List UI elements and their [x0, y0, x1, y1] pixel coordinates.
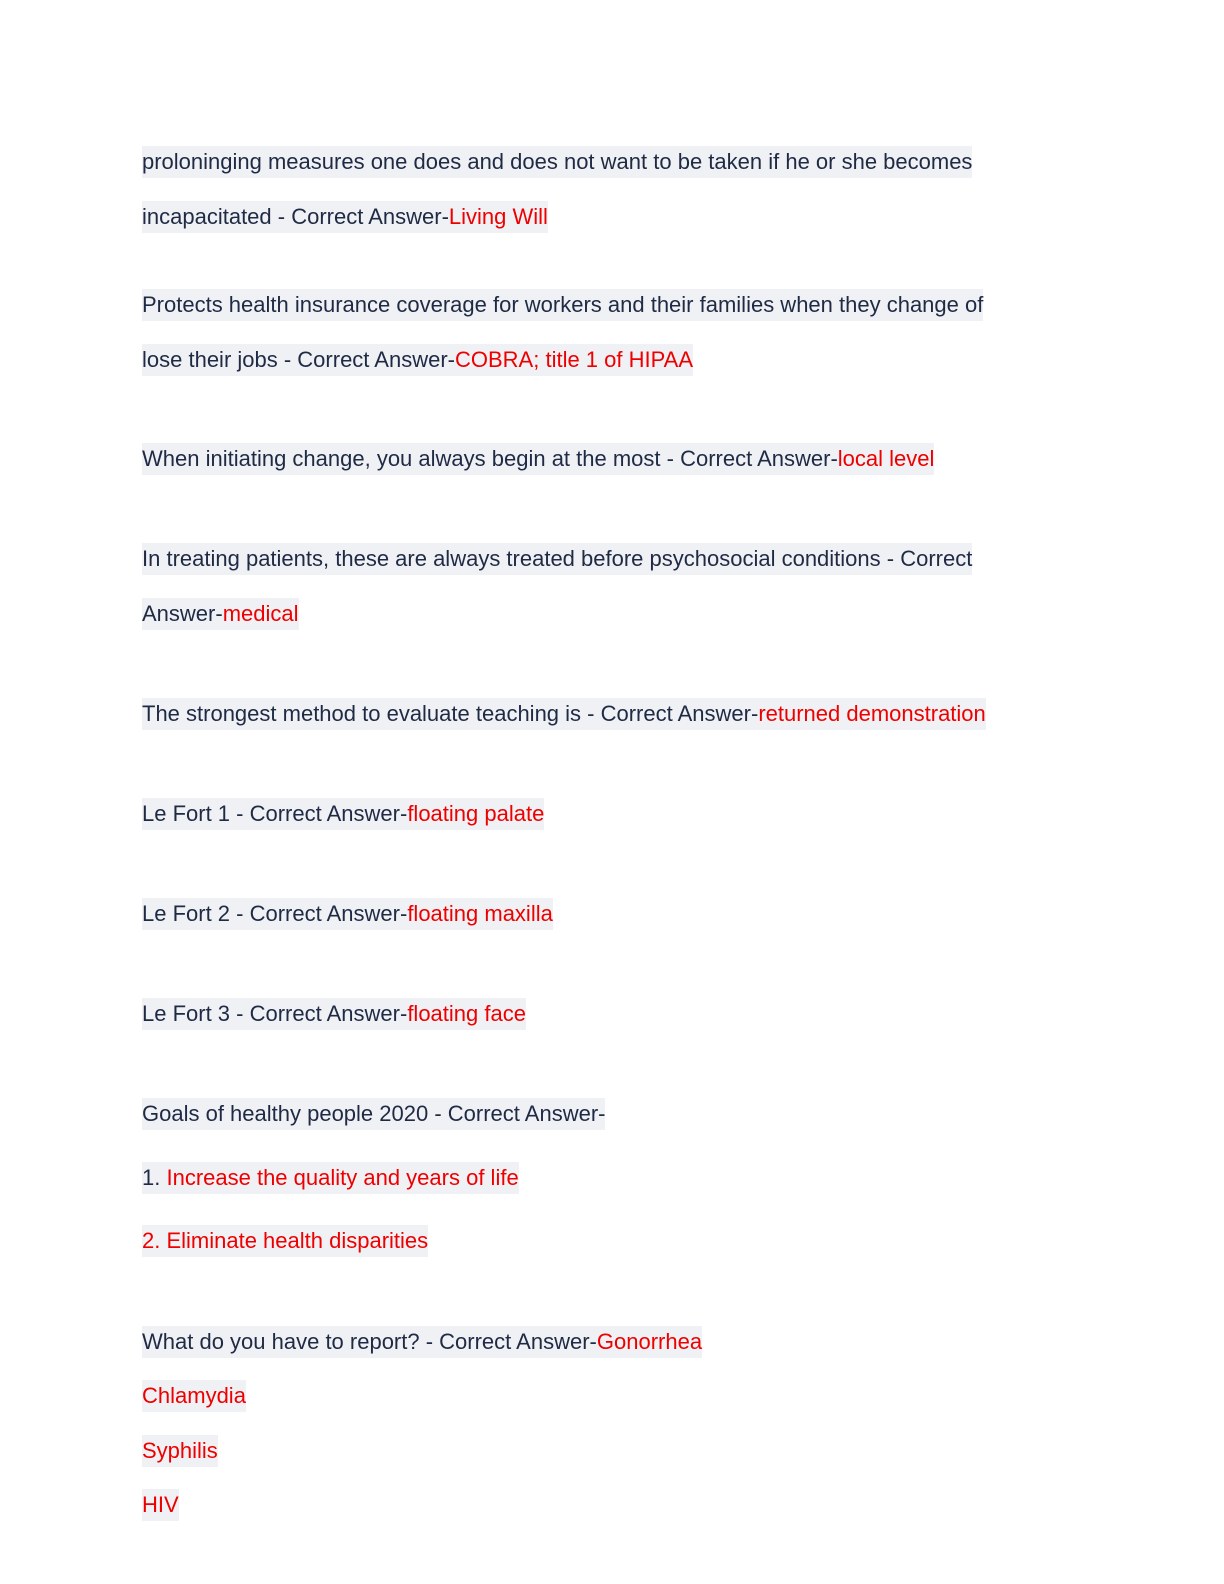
question-text: incapacitated - Correct Answer-	[142, 201, 449, 233]
answer-text: COBRA; title 1 of HIPAA	[455, 344, 693, 376]
question-text: Goals of healthy people 2020 - Correct Answer-	[142, 1098, 605, 1130]
answer-list-item-1	[142, 1163, 519, 1193]
question-text: The strongest method to evaluate teaching is - Correct Answer-	[142, 698, 758, 730]
question-8-line	[142, 999, 526, 1029]
question-10-line	[142, 1327, 702, 1357]
answer-text: Living Will	[449, 201, 548, 233]
answer-continuation-2	[142, 1436, 218, 1466]
question-4-line-2	[142, 599, 299, 629]
question-text: Protects health insurance coverage for workers and their families when they change of	[142, 289, 983, 321]
question-text: lose their jobs - Correct Answer-	[142, 344, 455, 376]
answer-text: local level	[838, 443, 935, 475]
question-4-line-1	[142, 544, 972, 574]
question-text: Le Fort 3 - Correct Answer-	[142, 998, 407, 1030]
question-text: When initiating change, you always begin at the most - Correct Answer-	[142, 443, 838, 475]
answer-text: medical	[223, 598, 299, 630]
answer-text: Gonorrhea	[597, 1326, 702, 1358]
question-2-line-1	[142, 290, 983, 320]
answer-text: HIV	[142, 1489, 179, 1521]
question-text: Answer-	[142, 598, 223, 630]
question-6-line	[142, 799, 544, 829]
question-text: Le Fort 2 - Correct Answer-	[142, 898, 407, 930]
answer-text: floating maxilla	[407, 898, 553, 930]
answer-text: floating palate	[407, 798, 544, 830]
question-3-line	[142, 444, 934, 474]
answer-continuation-1	[142, 1381, 246, 1411]
question-text: proloninging measures one does and does not want to be taken if he or she becomes	[142, 146, 972, 178]
question-text: In treating patients, these are always treated before psychosocial conditions - Correct	[142, 543, 972, 575]
answer-text: returned demonstration	[758, 698, 985, 730]
answer-text: 2. Eliminate health disparities	[142, 1225, 428, 1257]
question-1-line-1	[142, 147, 972, 177]
answer-text: floating face	[407, 998, 526, 1030]
question-text: Le Fort 1 - Correct Answer-	[142, 798, 407, 830]
question-9-line	[142, 1099, 605, 1129]
list-number: 1.	[142, 1162, 166, 1194]
answer-text: Syphilis	[142, 1435, 218, 1467]
question-text: What do you have to report? - Correct Answer-	[142, 1326, 597, 1358]
question-2-line-2	[142, 345, 693, 375]
question-5-line	[142, 699, 986, 729]
answer-continuation-3	[142, 1490, 179, 1520]
answer-list-item-2	[142, 1226, 428, 1256]
question-1-line-2	[142, 202, 548, 232]
answer-text: Increase the quality and years of life	[166, 1162, 518, 1194]
answer-text: Chlamydia	[142, 1380, 246, 1412]
question-7-line	[142, 899, 553, 929]
